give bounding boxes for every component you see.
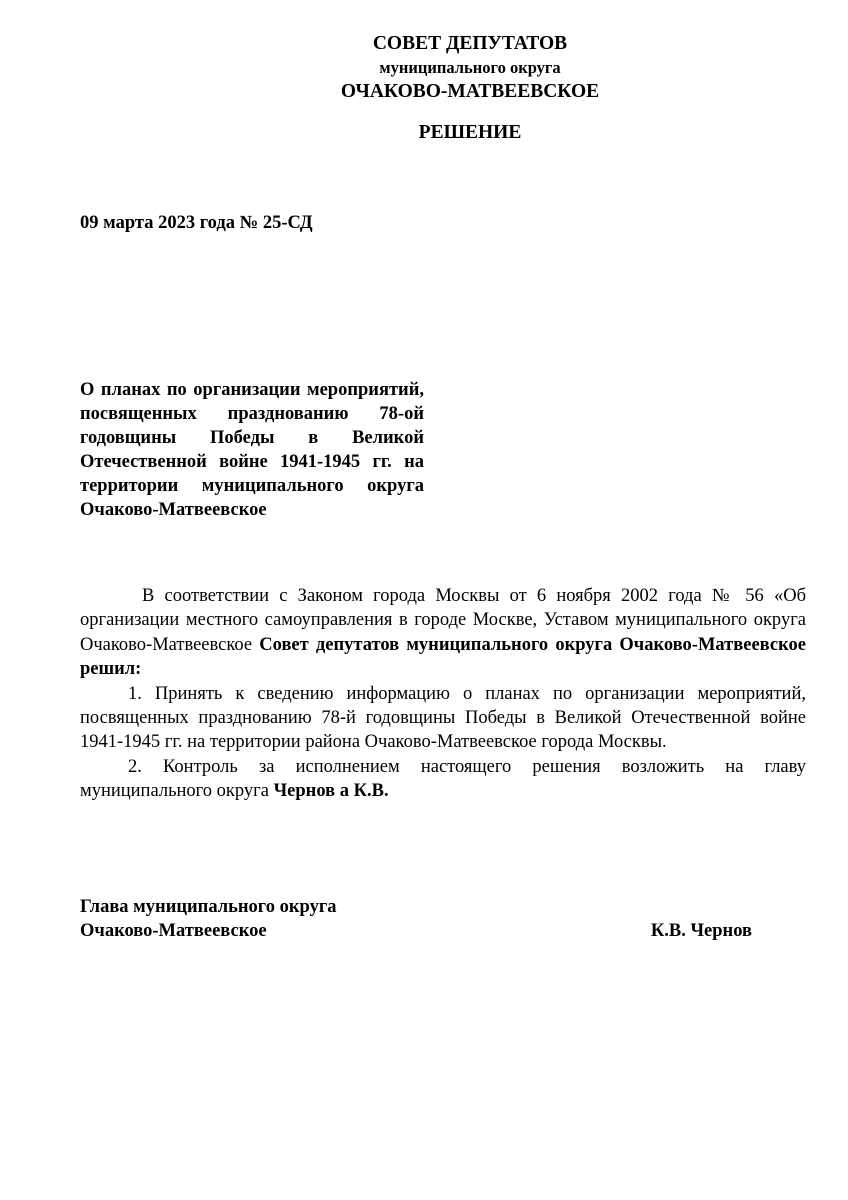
municipal-district-label: муниципального округа [379,58,561,77]
resolution-item-2 [80,755,806,804]
document-header [80,30,848,105]
resolution-item-1: 1. Принять к сведению информацию о планах по организации мероприятий, посвященных празднованию 78-й годовщины Победы в Великой Отечественной войне 1941-1945 гг. на территории района Очаково-Матвеевское города Москвы. [80,683,806,753]
district-name: ОЧАКОВО-МАТВЕЕВСКОЕ [340,81,600,102]
decision-body [80,584,806,804]
decision-subject: О планах по организации мероприятий, посвященных празднованию 78-ой годовщины Победы в Великой Отечественной войне 1941-1945 гг. на территории муниципального округа Очаково-Матвеевское [80,380,424,520]
signature-block [80,895,752,943]
signatory-name: К.В. Чернов [650,921,752,941]
preamble-paragraph [80,584,806,682]
decision-date-number: 09 марта 2023 года № 25-СД [80,213,313,233]
signatory-title-line-2: Очаково-Матвеевское [80,921,267,941]
council-title: СОВЕТ ДЕПУТАТОВ [372,33,568,54]
signatory-title-line-1: Глава муниципального округа [80,897,337,917]
item-2-person: Чернов а К.В. [273,781,389,802]
document-type: РЕШЕНИЕ [418,122,522,143]
preamble-resolution: Совет депутатов муниципального округа Очаково-Матвеевское решил: [80,634,806,680]
item-2-text: 2. Контроль за исполнением настоящего решения возложить на главу муниципального округа [80,756,806,802]
preamble-text: В соответствии с Законом города Москвы от 6 ноября 2002 года № 56 «Об организации местного самоуправления в городе Москве, Уставом муниципального округа Очаково-Матвеевское [80,586,806,655]
